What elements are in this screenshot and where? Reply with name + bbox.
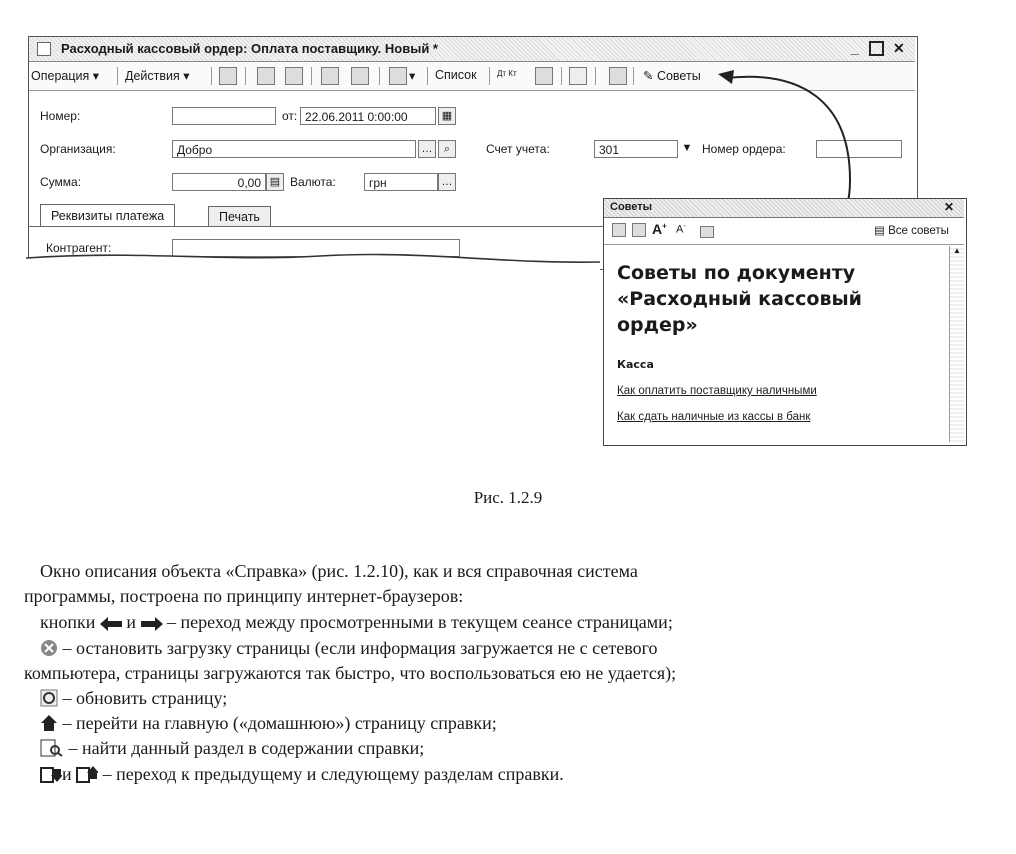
scroll-up-icon[interactable]: ▲ [953, 246, 961, 255]
chevron-down-icon[interactable]: ▼ [681, 142, 693, 154]
structure-dropdown-icon[interactable]: ▾ [409, 69, 416, 83]
figure-caption: Рис. 1.2.9 [473, 488, 543, 507]
currency-label: Валюта: [290, 175, 336, 189]
tips-heading-line2: «Расходный кассовый [617, 288, 862, 310]
tips-section-title: Касса [617, 358, 654, 371]
text-line-8 [40, 736, 424, 761]
forward-arrow-icon [141, 617, 163, 631]
window-title: Расходный кассовый ордер: Оплата поставщику. Новый * [61, 41, 438, 56]
text-line-3a: кнопки [40, 612, 96, 632]
tips-title: Советы [610, 201, 653, 213]
tips-link-deposit-cash[interactable]: Как сдать наличные из кассы в банк [617, 411, 811, 423]
account-label: Счет учета: [486, 142, 550, 156]
calendar-icon[interactable]: ▦ [438, 107, 456, 125]
tips-close-icon[interactable]: ✕ [944, 200, 955, 214]
find-in-contents-icon [40, 739, 64, 757]
tips-heading-line3: ордер» [617, 314, 698, 336]
previous-section-icon [40, 765, 62, 783]
text-line-1: Окно описания объекта «Справка» (рис. 1.2.10), как и вся справочная система [40, 561, 638, 581]
currency-ellipsis-icon[interactable]: … [438, 173, 456, 191]
font-decrease-icon[interactable]: A- [676, 223, 686, 236]
text-line-6 [40, 686, 227, 711]
text-line-3c: – переход между просмотренными в текущем сеансе страницами; [167, 612, 673, 632]
minimize-icon[interactable]: _ [851, 40, 859, 56]
operation-menu[interactable]: Операция ▾ [31, 69, 100, 83]
sum-label: Сумма: [40, 175, 82, 189]
order-number-label: Номер ордера: [702, 142, 786, 156]
list-button[interactable]: Список [435, 68, 477, 82]
all-tips-label: Все советы [888, 225, 949, 237]
forward-icon[interactable] [632, 223, 646, 237]
close-icon[interactable]: ✕ [893, 40, 905, 56]
account-field[interactable]: 301 [594, 140, 678, 158]
all-tips-icon: ▤ [874, 225, 889, 237]
text-line-4-text: – остановить загрузку страницы (если информация загружается не с сетевого [62, 638, 658, 658]
tips-toolbar [604, 218, 964, 245]
counterparty-label: Контрагент: [46, 241, 112, 255]
stop-icon [40, 639, 58, 657]
text-line-9 [40, 762, 564, 787]
next-section-icon [76, 765, 98, 783]
text-line-7 [40, 711, 497, 736]
calculator-icon[interactable]: ▤ [266, 173, 284, 191]
all-tips-button[interactable] [874, 223, 949, 237]
search-icon[interactable]: ⌕ [438, 140, 456, 158]
date-field[interactable]: 22.06.2011 0:00:00 [300, 107, 436, 125]
print-icon[interactable] [700, 226, 714, 238]
sum-field[interactable]: 0,00 [172, 173, 266, 191]
text-line-8-text: – найти данный раздел в содержании справки; [68, 738, 425, 758]
text-line-4 [40, 636, 658, 661]
text-line-6-text: – обновить страницу; [62, 688, 228, 708]
dt-kt-button[interactable]: Дт Кт [497, 69, 517, 78]
back-icon[interactable] [612, 223, 626, 237]
tab-print[interactable]: Печать [208, 206, 271, 227]
text-line-3b: и [126, 612, 137, 632]
tips-titlebar [604, 199, 964, 218]
tips-bulb-icon: ✎ [643, 69, 657, 83]
text-line-9a: и [62, 764, 72, 784]
text-line-3 [40, 610, 673, 635]
organization-label: Организация: [40, 142, 116, 156]
back-arrow-icon [100, 617, 122, 631]
organization-field[interactable]: Добро [172, 140, 416, 158]
text-line-5: компьютера, страницы загружаются так быстро, что воспользоваться ею не удается); [24, 663, 677, 683]
date-from-label: от: [282, 109, 298, 123]
actions-menu[interactable]: Действия ▾ [125, 69, 190, 83]
tips-heading-line1: Советы по документу [617, 262, 856, 284]
text-line-9b: – переход к предыдущему и следующему разделам справки. [102, 764, 564, 784]
tips-scrollbar[interactable] [949, 246, 964, 442]
tips-link-pay-supplier[interactable]: Как оплатить поставщику наличными [617, 385, 817, 397]
refresh-icon [40, 689, 58, 707]
tips-content [617, 260, 937, 423]
select-ellipsis-icon[interactable]: … [418, 140, 436, 158]
currency-field[interactable]: грн [364, 173, 438, 191]
text-line-7-text: – перейти на главную («домашнюю») страницу справки; [62, 713, 497, 733]
number-label: Номер: [40, 109, 81, 123]
tips-window [603, 198, 967, 446]
font-increase-icon[interactable]: A+ [652, 221, 667, 237]
text-line-2: программы, построена по принципу интернет-браузеров: [24, 586, 464, 606]
home-icon [40, 714, 58, 732]
tab-payment-details[interactable]: Реквизиты платежа [40, 204, 175, 227]
tips-button-label: Советы [656, 69, 701, 83]
